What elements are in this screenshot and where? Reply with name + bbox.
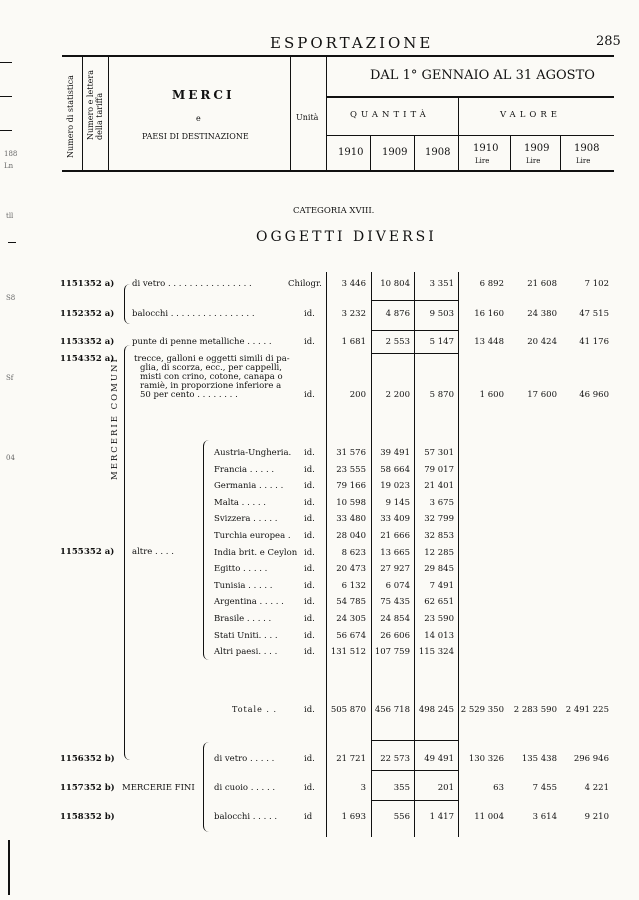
country-unit: id.	[304, 514, 315, 525]
country-q1910: 8 623	[341, 547, 366, 558]
country-unit: id.	[304, 630, 315, 641]
year-q-1909: 1909	[382, 147, 408, 158]
q1910: 200	[349, 390, 366, 400]
q1908: 49 491	[424, 754, 454, 764]
country-name: Turchia europea .	[214, 531, 291, 541]
q1908: 5 870	[429, 390, 454, 400]
country-q1910: 23 555	[336, 464, 366, 475]
row-label: balocchi . . . . . . . . . . . . . . . .	[132, 309, 255, 319]
v1909: 20 424	[527, 337, 557, 347]
sep-rule	[372, 800, 458, 801]
q1909: 355	[393, 783, 410, 793]
country-q1909: 39 491	[380, 448, 410, 458]
country-q1909: 27 927	[380, 564, 410, 575]
country-q1908: 79 017	[424, 464, 454, 475]
sep-rule	[372, 770, 458, 771]
tariff-code: 352 a)	[84, 337, 115, 347]
margin-rule	[0, 62, 12, 63]
tariff-code: 352 a)	[84, 279, 115, 289]
category-title: OGGETTI DIVERSI	[256, 229, 437, 245]
country-unit: id.	[304, 580, 315, 591]
period-rule	[326, 96, 614, 98]
stat-number: 1154	[60, 354, 84, 364]
row-unit: id.	[304, 309, 315, 319]
v1910: 16 160	[474, 309, 504, 319]
country-q1910: 79 166	[336, 481, 366, 492]
vrule	[82, 57, 83, 170]
brace	[203, 742, 209, 832]
country-unit: id.	[304, 547, 315, 558]
row-label: balocchi . . . . .	[214, 812, 278, 822]
v1910: 13 448	[474, 337, 504, 347]
country-q1909: 9 145	[385, 497, 410, 508]
country-unit: id.	[304, 647, 315, 658]
paesi-header: PAESI DI DESTINAZIONE	[142, 132, 249, 141]
tariff-code: 352 b)	[84, 783, 115, 793]
country-q1908: 32 799	[424, 514, 454, 525]
v1910: 130 326	[468, 754, 504, 764]
vrule	[326, 57, 327, 170]
stat-number: 1151	[60, 279, 84, 289]
vrule	[414, 135, 415, 170]
country-q1910: 10 598	[336, 497, 366, 508]
page-title: ESPORTAZIONE	[270, 34, 434, 52]
q1908: 201	[437, 783, 454, 793]
stat-number: 1155	[60, 547, 84, 557]
total-v1909: 2 283 590	[513, 705, 557, 715]
sep-rule	[372, 740, 458, 741]
q1908: 3 351	[429, 279, 454, 289]
v1910: 6 892	[479, 279, 504, 289]
mercerie-fini-label: MERCERIE FINI	[122, 783, 195, 793]
q1909: 4 876	[385, 309, 410, 319]
country-q1908: 12 285	[424, 547, 454, 558]
country-q1910: 54 785	[336, 597, 366, 608]
row-label: di vetro . . . . . . . . . . . . . . . .	[132, 279, 252, 289]
country-q1909: 24 854	[380, 614, 410, 624]
brace	[124, 345, 130, 760]
q1909: 2 200	[385, 390, 410, 400]
q1909: 22 573	[380, 754, 410, 764]
country-unit: id.	[304, 464, 315, 475]
country-q1909: 13 665	[380, 547, 410, 558]
sep-rule	[372, 330, 458, 331]
row-unit: id.	[304, 390, 315, 400]
unita-header: Unità	[296, 113, 319, 122]
total-label: Totale . .	[232, 705, 277, 714]
v1910: 1 600	[479, 390, 504, 400]
country-unit: id.	[304, 448, 315, 458]
vrule	[458, 97, 459, 170]
v1908: 296 946	[573, 754, 609, 764]
altre-label: altre . . . .	[132, 547, 174, 557]
country-name: Malta . . . . .	[214, 497, 266, 508]
year-v-1909: 1909	[524, 143, 550, 154]
q1909: 10 804	[380, 279, 410, 289]
lire-label: Lire	[576, 157, 591, 165]
country-name: Germania . . . . .	[214, 481, 284, 492]
e-header: e	[196, 114, 201, 123]
country-name: Tunisia . . . . .	[214, 580, 273, 591]
country-q1909: 19 023	[380, 481, 410, 492]
country-unit: id.	[304, 564, 315, 575]
country-name: Austria-Ungheria.	[214, 448, 292, 458]
country-q1910: 24 305	[336, 614, 366, 624]
lire-label: Lire	[526, 157, 541, 165]
v1908: 7 102	[584, 279, 609, 289]
stat-number: 1156	[60, 754, 84, 764]
country-q1908: 32 853	[424, 531, 454, 541]
country-name: Altri paesi. . . .	[214, 647, 278, 658]
country-q1909: 58 664	[380, 464, 410, 475]
total-q1909: 456 718	[374, 705, 410, 715]
country-name: India brit. e Ceylon	[214, 547, 298, 558]
country-q1908: 57 301	[424, 448, 454, 458]
row-unit: id.	[304, 754, 315, 764]
country-q1910: 56 674	[336, 630, 366, 641]
margin-rule	[8, 840, 10, 895]
margin-rule	[0, 130, 12, 131]
q1910: 3 232	[341, 309, 366, 319]
country-name: Francia . . . . .	[214, 464, 275, 475]
vrule	[370, 135, 371, 170]
country-q1910: 31 576	[336, 448, 366, 458]
header-top-rule	[62, 55, 614, 57]
v1909: 17 600	[527, 390, 557, 400]
v1909: 3 614	[532, 812, 557, 822]
row-unit: id.	[304, 337, 315, 347]
margin-mark: S8	[6, 294, 16, 302]
margin-mark: Sf	[6, 374, 14, 382]
year-q-1908: 1908	[425, 147, 451, 158]
mercerie-comuni-label: MERCERIE COMUNI	[110, 357, 120, 480]
country-q1908: 21 401	[424, 481, 454, 492]
total-unit: id.	[304, 705, 315, 715]
v1909: 24 380	[527, 309, 557, 319]
q1909: 2 553	[385, 337, 410, 347]
country-name: Egitto . . . . .	[214, 564, 268, 575]
row-label-line: misti con crino, cotone, canapa o	[140, 372, 283, 382]
country-q1910: 20 473	[336, 564, 366, 575]
tariff-code: 352 b)	[84, 812, 115, 822]
stat-number: 1153	[60, 337, 84, 347]
country-q1910: 33 480	[336, 514, 366, 525]
v1909: 7 455	[532, 783, 557, 793]
margin-rule	[8, 242, 16, 243]
vrule	[108, 57, 109, 170]
country-q1908: 3 675	[429, 497, 454, 508]
q1910: 3	[360, 783, 366, 793]
tariff-code: 352 a)	[84, 354, 115, 364]
row-label-line: ramiè, in proporzione inferiore a	[140, 381, 282, 391]
sep-rule	[372, 353, 458, 354]
row-label-line: trecce, galloni e oggetti simili di pa-	[134, 354, 290, 364]
v1908: 9 210	[584, 812, 609, 822]
v1908: 47 515	[579, 309, 609, 319]
country-name: Argentina . . . . .	[214, 597, 284, 608]
merci-header: MERCI	[172, 88, 235, 102]
v1910: 11 004	[474, 812, 504, 822]
total-v1908: 2 491 225	[565, 705, 609, 715]
total-q1910: 505 870	[330, 705, 366, 715]
margin-rule	[0, 96, 12, 97]
q1910: 1 693	[341, 812, 366, 822]
category-label: CATEGORIA XVIII.	[293, 206, 375, 216]
brace	[203, 440, 209, 660]
country-q1908: 23 590	[424, 614, 454, 624]
v1908: 46 960	[579, 390, 609, 400]
vrule	[560, 135, 561, 170]
country-q1909: 26 606	[380, 630, 410, 641]
margin-mark: 188	[4, 150, 18, 158]
country-q1909: 6 074	[385, 580, 410, 591]
q1910: 3 446	[341, 279, 366, 289]
stat-number: 1158	[60, 812, 84, 822]
country-q1908: 29 845	[424, 564, 454, 575]
vrule	[458, 272, 459, 837]
valore-header: VALORE	[500, 110, 561, 120]
margin-mark: 04	[6, 454, 15, 462]
margin-mark: Ln	[4, 162, 14, 170]
lire-label: Lire	[475, 157, 490, 165]
q1910: 1 681	[341, 337, 366, 347]
country-name: Brasile . . . . .	[214, 614, 272, 624]
page-number: 285	[596, 34, 621, 49]
country-unit: id.	[304, 614, 315, 624]
country-q1908: 7 491	[429, 580, 454, 591]
total-v1910: 2 529 350	[460, 705, 504, 715]
q1910: 21 721	[336, 754, 366, 764]
total-q1908: 498 245	[418, 705, 454, 715]
row-label-line: glia, di scorza, ecc., per cappelli,	[140, 363, 282, 373]
v1908: 4 221	[584, 783, 609, 793]
country-name: Svizzera . . . . .	[214, 514, 278, 525]
v1909: 135 438	[521, 754, 557, 764]
year-v-1910: 1910	[473, 143, 499, 154]
country-q1910: 28 040	[336, 531, 366, 541]
col-stat-header: Numero di statistica	[66, 75, 75, 158]
row-unit: id.	[304, 783, 315, 793]
header-bottom-rule	[62, 170, 614, 172]
country-unit: id.	[304, 597, 315, 608]
v1909: 21 608	[527, 279, 557, 289]
tariff-code: 352 b)	[84, 754, 115, 764]
sep-rule	[372, 300, 458, 301]
q1908: 1 417	[429, 812, 454, 822]
row-label: di vetro . . . . .	[214, 754, 275, 764]
country-q1909: 33 409	[380, 514, 410, 525]
tariff-code: 352 a)	[84, 309, 115, 319]
country-q1908: 14 013	[424, 630, 454, 641]
tariff-code: 352 a)	[84, 547, 115, 557]
country-q1909: 21 666	[380, 531, 410, 541]
country-q1909: 75 435	[380, 597, 410, 608]
q1908: 9 503	[429, 309, 454, 319]
row-label: di cuoio . . . . .	[214, 783, 276, 793]
year-v-1908: 1908	[574, 143, 600, 154]
row-label: punte di penne metalliche . . . . .	[132, 337, 272, 347]
q1909: 556	[393, 812, 410, 822]
q1908: 5 147	[429, 337, 454, 347]
country-q1910: 131 512	[330, 647, 366, 658]
stat-number: 1157	[60, 783, 84, 793]
margin-mark: tll	[6, 212, 14, 220]
period-header: DAL 1° GENNAIO AL 31 AGOSTO	[370, 68, 595, 83]
year-q-1910: 1910	[338, 147, 364, 158]
quantita-header: QUANTITÀ	[350, 110, 430, 120]
country-unit: id.	[304, 481, 315, 492]
v1910: 63	[493, 783, 504, 793]
country-q1910: 6 132	[341, 580, 366, 591]
v1908: 41 176	[579, 337, 609, 347]
row-label-line: 50 per cento . . . . . . . .	[140, 390, 238, 400]
country-q1908: 62 651	[424, 597, 454, 608]
stat-number: 1152	[60, 309, 84, 319]
country-unit: id.	[304, 531, 315, 541]
country-q1908: 115 324	[418, 647, 454, 658]
row-unit: Chilogr.	[288, 279, 322, 289]
brace	[124, 284, 130, 324]
country-name: Stati Uniti. . . .	[214, 630, 278, 641]
vrule	[510, 135, 511, 170]
vrule	[290, 57, 291, 170]
row-unit: id	[304, 812, 313, 822]
col-tariffa-header: Numero e lettera della tariffa	[86, 70, 104, 140]
country-q1909: 107 759	[374, 647, 410, 658]
country-unit: id.	[304, 497, 315, 508]
